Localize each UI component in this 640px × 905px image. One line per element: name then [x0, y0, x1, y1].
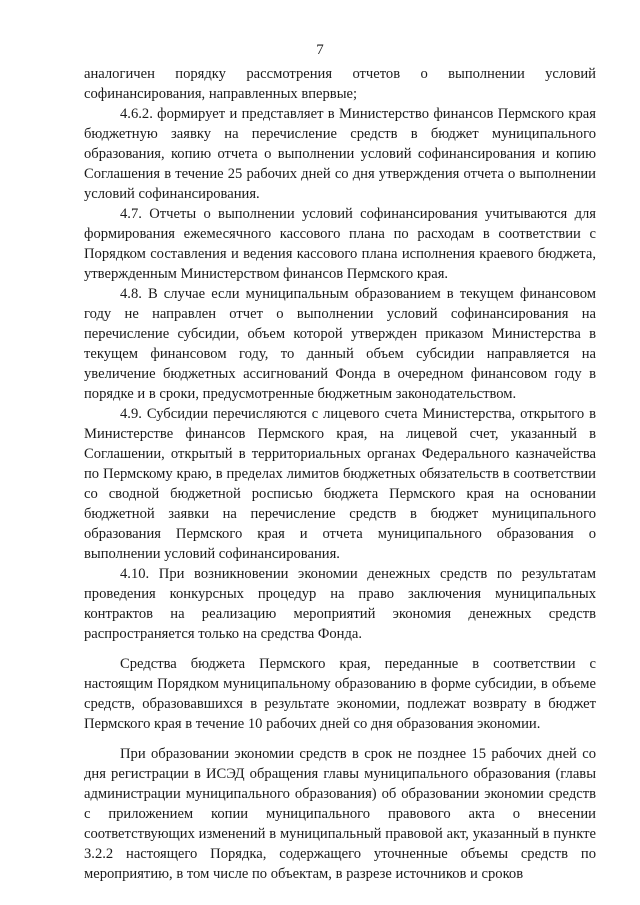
paragraph-4-6-2: 4.6.2. формирует и представляет в Министерство финансов Пермского края бюджетную заявку на перечисление средств в бюджет муниципального образования, копию отчета о выполнении условий софинансирования и копию Соглашения в течение 25 рабочих дней со дня утверждения отчета о выполнении условий софинансирования.: [84, 106, 596, 202]
paragraph-budget-return: Средства бюджета Пермского края, переданные в соответствии с настоящим Порядком муниципальному образованию в форме субсидии, в объеме средств, образовавшихся в результате экономии, подлежат возврату в бюджет Пермского края в течение 10 рабочих дней со дня образования экономии.: [84, 656, 596, 732]
page-number: 7: [316, 42, 324, 58]
paragraph-4-9: 4.9. Субсидии перечисляются с лицевого счета Министерства, открытого в Министерстве финансов Пермского края, на лицевой счет, указанный в Соглашении, открытый в территориальных органах Федерального казначейства по Пермскому краю, в пределах лимитов бюджетных обязательств в соответствии со сводной бюджетной росписью бюджета Пермского края на основании бюджетной заявки на перечисление средств в бюджет муниципального образования Пермского края и отчета муниципального образования о выполнении условий софинансирования.: [84, 406, 596, 562]
paragraph-4-10: 4.10. При возникновении экономии денежных средств по результатам проведения конкурсных процедур на право заключения муниципальных контрактов на реализацию мероприятий экономия денежных средств распространяется только на средства Фонда.: [84, 566, 596, 642]
paragraph-4-8: 4.8. В случае если муниципальным образованием в текущем финансовом году не направлен отчет о выполнении условий софинансирования на перечисление субсидии, объем которой утвержден приказом Министерства в текущем финансовом году, то данный объем субсидии направляется на увеличение бюджетных ассигнований Фонда в очередном финансовом году в порядке и в сроки, предусмотренные бюджетным законодательством.: [84, 286, 596, 402]
paragraph-4-7: 4.7. Отчеты о выполнении условий софинансирования учитываются для формирования ежемесячного кассового плана по расходам в соответствии с Порядком составления и ведения кассового плана исполнения краевого бюджета, утвержденным Министерством финансов Пермского края.: [84, 206, 596, 282]
paragraph-savings-procedure: При образовании экономии средств в срок не позднее 15 рабочих дней со дня регистрации в ИСЭД обращения главы муниципального образования (главы администрации муниципального образования) об образовании экономии средств с приложением копии муниципального правового акта о внесении соответствующих изменений в муниципальный правовой акт, указанный в пункте 3.2.2 настоящего Порядка, содержащего уточненные объемы средств по мероприятию, в том числе по объектам, в разрезе источников и сроков: [84, 746, 596, 882]
document-body: [84, 64, 596, 884]
paragraph-continuation: аналогичен порядку рассмотрения отчетов о выполнении условий софинансирования, направленных впервые;: [84, 66, 596, 102]
